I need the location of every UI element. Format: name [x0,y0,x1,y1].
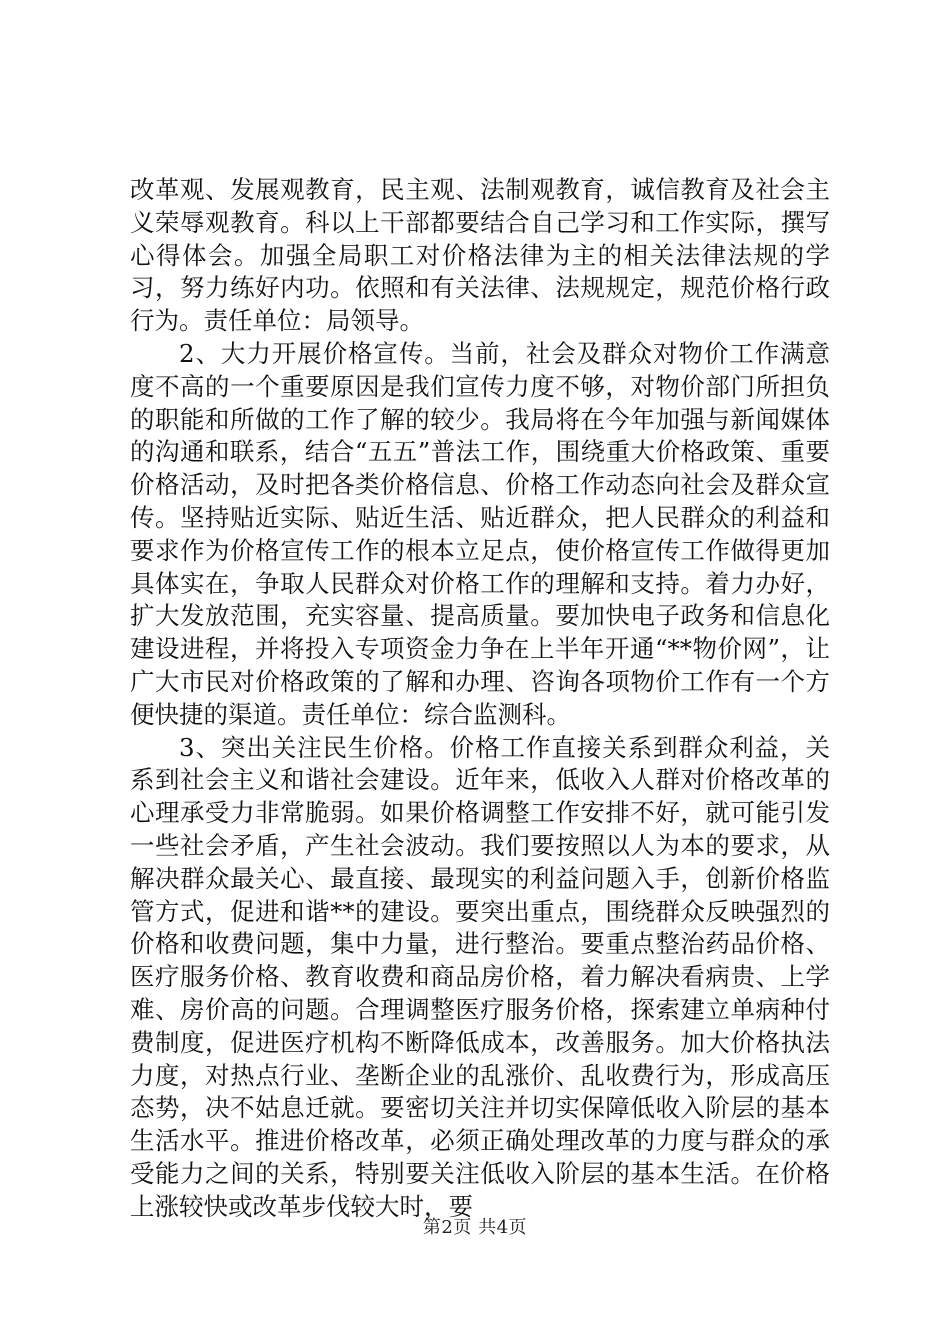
document-body [130,174,830,1224]
paragraph-1: 改革观、发展观教育，民主观、法制观教育，诚信教育及社会主义荣辱观教育。科以上干部都要结合自己学习和工作实际，撰写心得体会。加强全局职工对价格法律为主的相关法律法规的学习，努力练好内功。依照和有关法律、法规规定，规范价格行政行为。责任单位：局领导。 [130,175,830,336]
paragraph-2: 2、大力开展价格宣传。当前，社会及群众对物价工作满意度不高的一个重要原因是我们宣传力度不够，对物价部门所担负的职能和所做的工作了解的较少。我局将在今年加强与新闻媒体的沟通和联系，结合“五五”普法工作，围绕重大价格政策、重要价格活动，及时把各类价格信息、价格工作动态向社会及群众宣传。坚持贴近实际、贴近生活、贴近群众，把人民群众的利益和要求作为价格宣传工作的根本立足点，使价格宣传工作做得更加具体实在，争取人民群众对价格工作的理解和支持。着力办好，扩大发放范围，充实容量、提高质量。要加快电子政务和信息化建设进程，并将投入专项资金力争在上半年开通“**物价网”，让广大市民对价格政策的了解和办理、咨询各项物价工作有一个方便快捷的渠道。责任单位：综合监测科。 [130,338,830,729]
paragraph-3: 3、突出关注民生价格。价格工作直接关系到群众利益，关系到社会主义和谐社会建设。近年来，低收入人群对价格改革的心理承受力非常脆弱。如果价格调整工作安排不好，就可能引发一些社会矛盾，产生社会波动。我们要按照以人为本的要求，从解决群众最关心、最直接、最现实的利益问题入手，创新价格监管方式，促进和谐**的建设。要突出重点，围绕群众反映强烈的价格和收费问题，集中力量，进行整治。要重点整治药品价格、医疗服务价格、教育收费和商品房价格，着力解决看病贵、上学难、房价高的问题。合理调整医疗服务价格，探索建立单病种付费制度，促进医疗机构不断降低成本，改善服务。加大价格执法力度，对热点行业、垄断企业的乱涨价、乱收费行为，形成高压态势，决不姑息迁就。要密切关注并切实保障低收入阶层的基本生活水平。推进价格改革，必须正确处理改革的力度与群众的承受能力之间的关系，特别要关注低收入阶层的基本生活。在价格上涨较快或改革步伐较大时，要 [130,732,830,1221]
page-footer: 第2页 共4页 [422,1217,528,1238]
